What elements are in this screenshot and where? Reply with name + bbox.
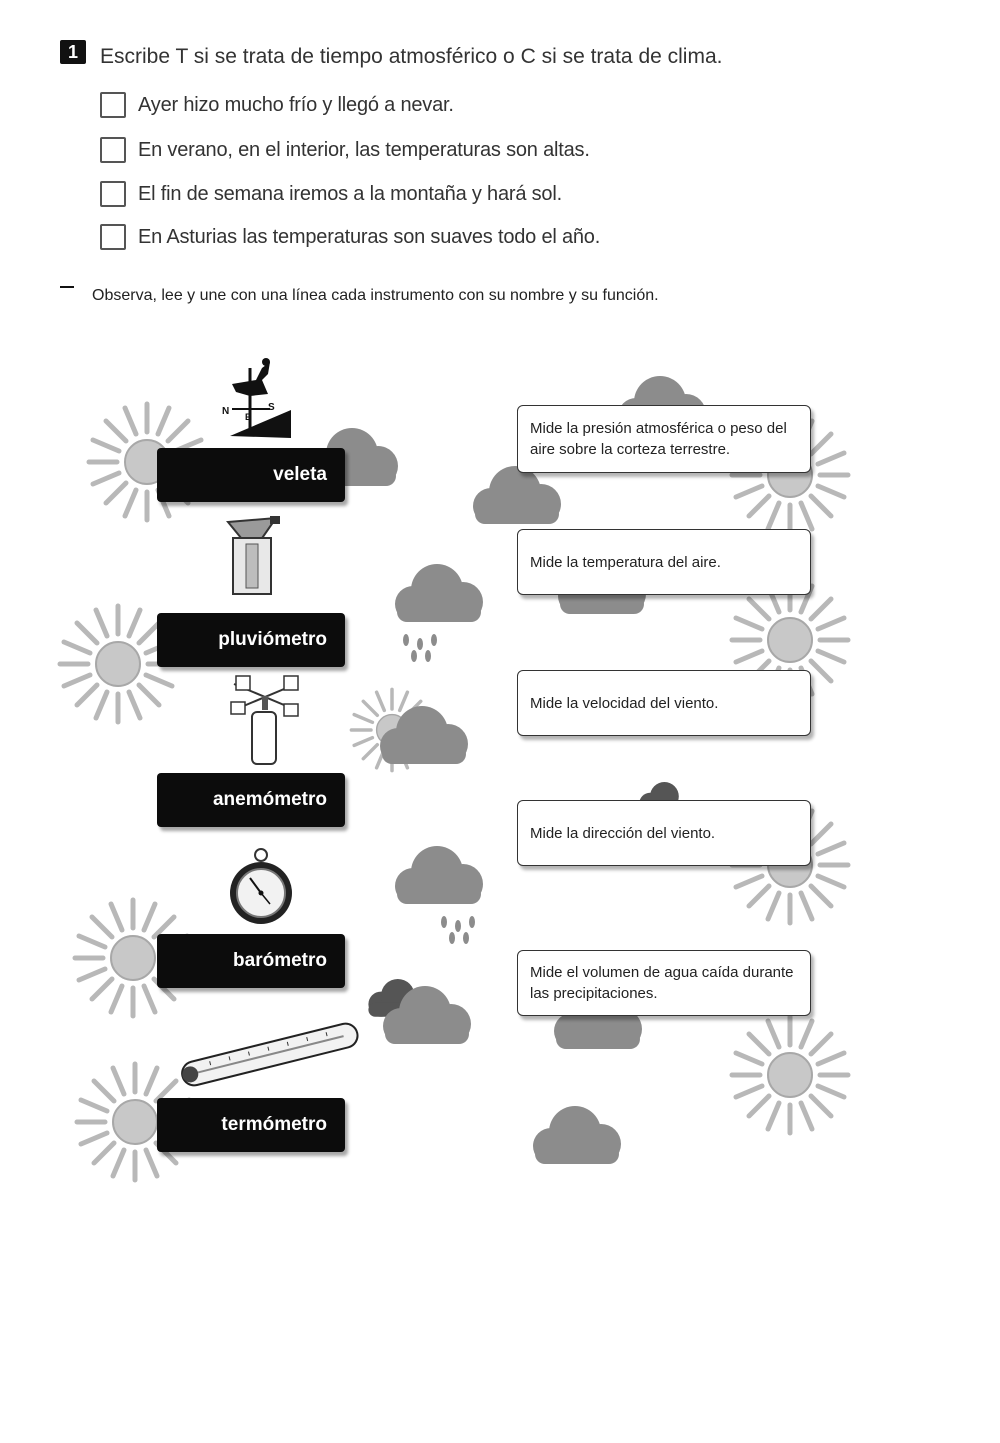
function-text: Mide la dirección del viento. (530, 824, 716, 842)
exercise-number-badge: 1 (60, 40, 86, 64)
function-text: Mide la presión atmosférica o peso del aire sobre la corteza terrestre. (530, 420, 787, 458)
vane-letter-s: S (268, 402, 275, 413)
function-text: Mide la velocidad del viento. (530, 694, 719, 712)
sun-icon (732, 1017, 848, 1133)
cloud-icon (533, 1106, 621, 1164)
label-termometro[interactable]: termómetro (157, 1098, 345, 1152)
label-pluviometro[interactable]: pluviómetro (157, 613, 345, 667)
exercise-2-instruction: Observa, lee y une con una línea cada instrumento con su nombre y su función. (92, 287, 659, 304)
function-box-temperature[interactable] (517, 529, 811, 595)
item-text: Ayer hizo mucho frío y llegó a nevar. (138, 93, 454, 116)
rain-cloud-icon (395, 846, 483, 904)
function-text: Mide el volumen de agua caída durante las precipitaciones. (530, 964, 794, 1002)
rain-cloud-icon (395, 564, 483, 622)
anemometer-icon (231, 676, 298, 764)
item-text: El fin de semana iremos a la montaña y hará sol. (138, 182, 562, 205)
exercise-1-instruction: Escribe T si se trata de tiempo atmosférico o C si se trata de clima. (100, 45, 723, 68)
label-veleta[interactable]: veleta (157, 448, 345, 502)
function-box-wind-speed[interactable] (517, 670, 811, 736)
function-box-pressure[interactable] (517, 405, 811, 473)
vane-letter-e: E (245, 412, 252, 422)
function-text: Mide la temperatura del aire. (530, 553, 721, 571)
weather-vane-icon (213, 350, 291, 438)
item-text: En Asturias las temperaturas son suaves todo el año. (138, 225, 601, 248)
function-box-wind-direction[interactable] (517, 800, 811, 866)
raindrops-icon (403, 634, 437, 662)
label-barometro[interactable]: barómetro (157, 934, 345, 988)
rain-gauge-icon (228, 516, 280, 594)
thermometer-icon (180, 1021, 360, 1088)
function-box-precipitation[interactable] (517, 950, 811, 1016)
label-anemometro[interactable]: anemómetro (157, 773, 345, 827)
item-text: En verano, en el interior, las temperaturas son altas. (138, 138, 590, 161)
raindrops-icon (441, 916, 475, 944)
cloud-icon (473, 466, 561, 524)
vane-letter-n: N (222, 406, 230, 417)
barometer-icon (230, 849, 292, 924)
